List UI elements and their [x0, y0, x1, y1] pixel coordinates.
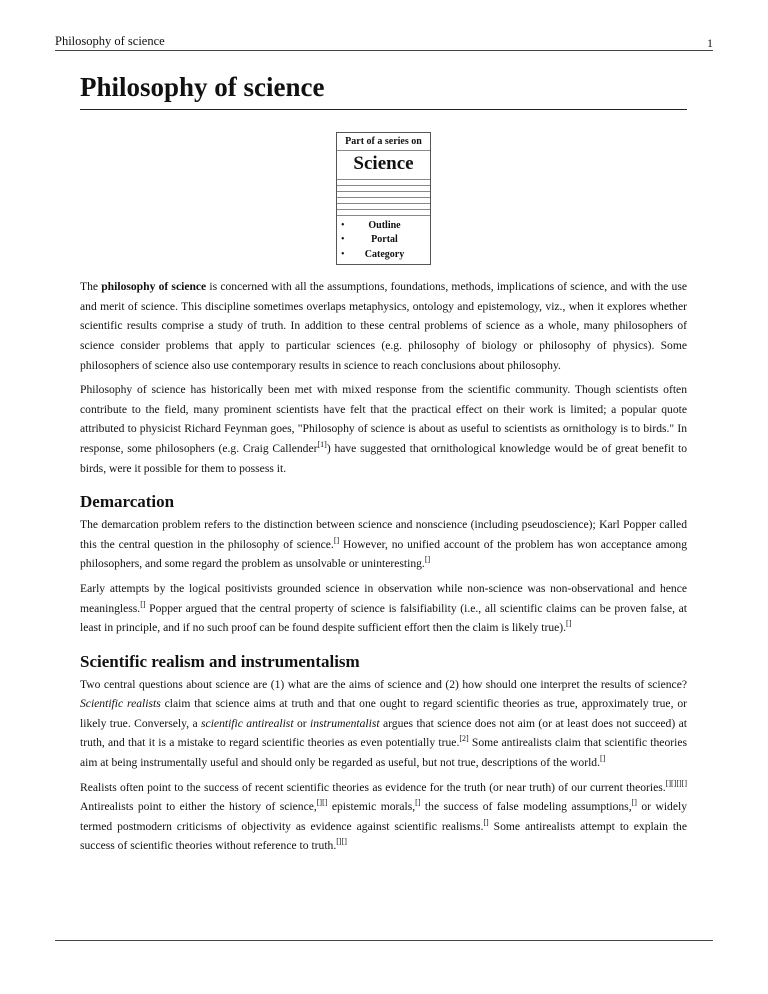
demarcation-paragraph: The demarcation problem refers to the distinction between science and nonscience (including pseudoscience); Karl Popper called this the central question in the philosophy of science.[] However, no unified account of the problem has won acceptance among philosophers, and some regard the problem as unsolvable or uninteresting.[] — [80, 518, 688, 571]
page-title: Philosophy of science — [80, 70, 687, 110]
article-content — [80, 70, 687, 861]
citation[interactable]: [] — [631, 798, 637, 808]
infobox-link-category[interactable]: • Category — [341, 248, 428, 263]
citation[interactable]: [] — [566, 619, 572, 629]
term-bold: philosophy of science — [101, 280, 207, 294]
series-infobox — [336, 132, 431, 266]
footer-divider — [55, 940, 713, 941]
realism-paragraph: Realists often point to the success of recent scientific theories as evidence for the truth (or near truth) of our current theories.[][][][] Antirealists point to either the history of science,[][] epistemic morals,[] the success of false modeling assumptions,[] or widely termed postmodern criticisms of objectivity as evidence against scientific realisms.[] Some antirealists attempt to explain the success of scientific theories without reference to truth.[][] — [80, 778, 687, 853]
infobox-link-outline[interactable]: • Outline — [341, 219, 428, 234]
infobox-links — [337, 215, 430, 265]
infobox-link-portal[interactable]: • Portal — [341, 233, 428, 248]
citation[interactable]: [1] — [317, 440, 327, 450]
demarcation-paragraph: Early attempts by the logical positivists grounded science in observation while non-science was non-observational and hence meaningless.[] Popper argued that the central property of science is falsifiability (i.e., all scientific claims can be proven false, at least in principle, and if no such proof can be found despite sufficient effort then the claim is likely true).[] — [80, 581, 687, 635]
infobox-above: Part of a series on — [345, 135, 422, 147]
realism-paragraph: Two central questions about science are (1) what are the aims of science and (2) how should one interpret the results of science? Scientific realists claim that science aims at truth and that one ought to regard scientific theories as true, approximately true, or likely true. Conversely, a scientific antirealist or instrumentalist argues that science does not aim (or at least does not succeed) at truth, and that it is a mistake to regard scientific theories as even potentially true.[2] Some antirealists claim that scientific theories aim at being instrumentally useful and should only be regarded as useful, but not true, descriptions of the world.[] — [80, 677, 688, 770]
citation[interactable]: [][] — [316, 798, 328, 808]
citation[interactable]: [] — [333, 535, 340, 545]
section-heading-realism: Scientific realism and instrumentalism — [80, 651, 360, 671]
citation[interactable]: [] — [424, 555, 431, 565]
running-header — [55, 34, 713, 51]
intro-paragraph: Philosophy of science has historically been met with mixed response from the scientific community. Though scientists often contribute to the field, many prominent scientists have felt that the practical effect on their work is limited; a popular quote attributed to physicist Richard Feynman goes, "Philosophy of science is about as useful to scientists as ornithology is to birds." In response, some philosophers (e.g. Craig Callender[1]) have suggested that ornithological knowledge would be of great benefit to birds, were it possible for them to possess it. — [80, 383, 688, 475]
running-title: Philosophy of science — [55, 34, 165, 48]
intro-paragraph: The philosophy of science is concerned with all the assumptions, foundations, methods, implications of science, and with the use and merit of science. This discipline sometimes overlaps metaphysics, ontology and epistemology, viz., when it explores whether scientific results comprise a study of truth. In addition to these central problems of science as a whole, many philosophers of science consider problems that apply to particular sciences (e.g. philosophy of biology or philosophy of physics). Some philosophers of science also use contemporary results in science to reach conclusions about philosophy. — [80, 280, 687, 372]
citation[interactable]: [2] — [459, 734, 469, 744]
page-number: 1 — [707, 36, 713, 50]
citation[interactable]: [] — [600, 754, 606, 764]
section-heading-demarcation: Demarcation — [80, 492, 175, 512]
citation[interactable]: [][][][] — [665, 778, 687, 788]
citation[interactable]: [] — [140, 599, 146, 609]
citation[interactable]: [] — [415, 798, 421, 808]
citation[interactable]: [][] — [336, 837, 347, 847]
infobox-heading: Science — [337, 150, 430, 179]
citation[interactable]: [] — [483, 817, 489, 827]
